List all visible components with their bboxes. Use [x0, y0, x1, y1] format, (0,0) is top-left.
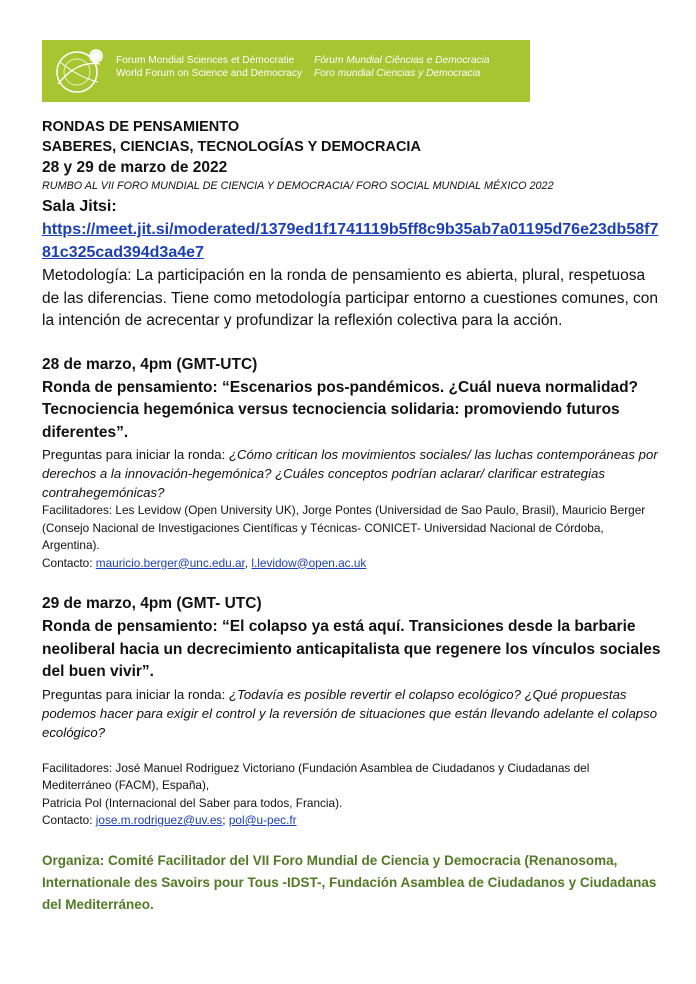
header-dates: 28 y 29 de marzo de 2022: [42, 159, 228, 176]
banner-right-text: [314, 54, 490, 80]
banner-left-text: [116, 54, 302, 80]
session1-questions: [42, 445, 662, 502]
session2-contact-sep: ;: [222, 813, 229, 827]
session2-contact-link-2[interactable]: pol@u-pec.fr: [228, 813, 297, 827]
metodologia-text: Metodología: La participación en la ronda de pensamiento es abierta, plural, respetuosa de las diferencias. Tiene como metodología participar entorno a cuestiones comunes, con la intención de acrecentar y profundizar la reflexión colectiva para la acción.: [42, 267, 659, 329]
sala-link[interactable]: https://meet.jit.si/moderated/1379ed1f1741119b5ff8c9b35ab7a01195d76e23db58f781c325cad394d3a4e7: [42, 221, 659, 261]
forum-banner: [42, 40, 530, 102]
session2-questions-text: ¿Todavía es posible revertir el colapso ecológico? ¿Qué propuestas podemos hacer para exigir el control y la reversión de situaciones que están llevando adelante el colapso ecológico?: [42, 686, 658, 740]
session1-title: Ronda de pensamiento: “Escenarios pos-pandémicos. ¿Cuál nueva normalidad? Tecnociencia hegemónica versus tecnociencia solidaria: promoviendo futuros diferentes”.: [42, 378, 639, 441]
session2-contact-link-1[interactable]: jose.m.rodriguez@uv.es: [95, 813, 223, 827]
session2-questions-label: Preguntas para iniciar la ronda:: [42, 686, 229, 702]
session2-title: Ronda de pensamiento: “El colapso ya está aquí. Transiciones desde la barbarie neoliberal hacia un decrecimiento anticapitalista que regenere los vínculos sociales del buen vivir”.: [42, 618, 661, 680]
session1-date: 28 de marzo, 4pm (GMT-UTC): [42, 355, 258, 373]
session1-contact: [42, 555, 662, 573]
header-line-1: RONDAS DE PENSAMIENTO: [42, 119, 240, 135]
session1-questions-text: ¿Cómo critican los movimientos sociales/ las luchas contemporáneas por derechos a la innovación-hegemónica? ¿Cuáles conceptos podrían aclarar/ clarificar estrategias contrahegemónicas?: [42, 447, 658, 500]
organiza-text: Organiza: Comité Facilitador del VII Foro Mundial de Ciencia y Democracia (Renanosoma, Internationale des Savoirs pour Tous -IDST-, Fundación Asamblea de Ciudadanos y Ciudadanas del Mediterráneo.: [42, 852, 657, 912]
header-subtitle: RUMBO AL VII FORO MUNDIAL DE CIENCIA Y DEMOCRACIA/ FORO SOCIAL MUNDIAL MÉXICO 2022: [42, 180, 554, 192]
banner-right-line-2: Foro mundial Ciencias y Democracia: [314, 68, 481, 79]
session2-facilitators-2: Patricia Pol (Internacional del Saber para todos, Francia).: [42, 795, 343, 810]
session1-questions-label: Preguntas para iniciar la ronda:: [42, 447, 229, 462]
sala-label: Sala Jitsi:: [42, 198, 117, 215]
banner-left-line-1: Forum Mondial Sciences et Démocratie: [116, 55, 295, 66]
session2-contact: [42, 812, 662, 830]
forum-logo-icon: [50, 42, 108, 100]
session1-facilitators: Facilitadores: Les Levidow (Open University UK), Jorge Pontes (Universidad de Sao Paulo, Brasil), Mauricio Berger (Consejo Nacional de Investigaciones Científicas y Técnicas- CONICET- Universidad Nacional de Córdoba, Argentina).: [42, 503, 646, 552]
session2-contact-label: Contacto:: [42, 813, 96, 827]
banner-left-line-2: World Forum on Science and Democracy: [116, 68, 303, 79]
session1-contact-link-1[interactable]: mauricio.berger@unc.edu.ar: [95, 555, 245, 570]
session2-questions: [42, 685, 662, 742]
session1-contact-link-2[interactable]: l.levidow@open.ac.uk: [251, 555, 367, 570]
session1-contact-sep: ,: [244, 555, 252, 570]
session2-date: 29 de marzo, 4pm (GMT- UTC): [42, 595, 262, 612]
document-body: [42, 117, 662, 916]
session2-facilitators-1: Facilitadores: José Manuel Rodriguez Victoriano (Fundación Asamblea de Ciudadanos y Ciudadanas del Mediterráneo (FACM), España),: [42, 760, 590, 792]
header-line-2: SABERES, CIENCIAS, TECNOLOGÍAS Y DEMOCRACIA: [42, 139, 421, 155]
banner-right-line-1: Fórum Mundial Ciências e Democracia: [314, 55, 490, 66]
session1-contact-label: Contacto:: [42, 555, 96, 570]
